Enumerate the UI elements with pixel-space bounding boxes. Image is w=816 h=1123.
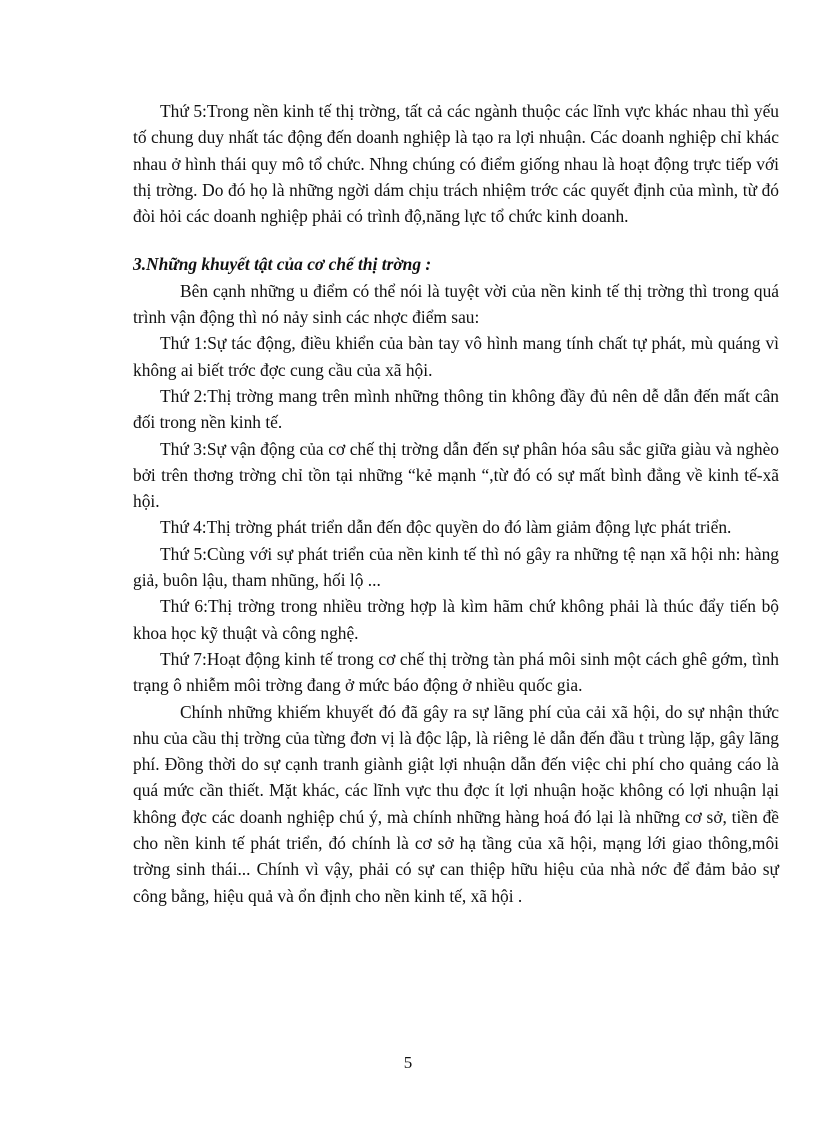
list-item-3: Thứ 3:Sự vận động của cơ chế thị trờng dẫn đến sự phân hóa sâu sắc giữa giàu và nghèo bởi trên thơng trờng chỉ tồn tại những “kẻ mạnh “,từ đó có sự mất bình đẳng về kinh tế-xã hội. (133, 438, 779, 512)
list-item-7: Thứ 7:Hoạt động kinh tế trong cơ chế thị trờng tàn phá môi sinh một cách ghê gớm, tình trạng ô nhiễm môi trờng đang ở mức báo động ở nhiều quốc gia. (133, 648, 779, 696)
list-item-4: Thứ 4:Thị trờng phát triển dẫn đến độc quyền do đó làm giảm động lực phát triển. (160, 517, 732, 538)
list-item-5: Thứ 5:Cùng với sự phát triển của nền kinh tế thì nó gây ra những tệ nạn xã hội nh: hàng giả, buôn lậu, tham nhũng, hối lộ ... (133, 543, 779, 591)
list-item-2: Thứ 2:Thị trờng mang trên mình những thông tin không đầy đủ nên dễ dẫn đến mất cân đối trong nền kinh tế. (133, 385, 779, 433)
document-body (133, 98, 779, 909)
section-heading: 3.Những khuyết tật của cơ chế thị trờng : (133, 254, 432, 275)
paragraph-thu-5-intro: Thứ 5:Trong nền kinh tế thị trờng, tất cả các ngành thuộc các lĩnh vực khác nhau thì yếu tố chung duy nhất tác động đến doanh nghiệp là tạo ra lợi nhuận. Các doanh nghiệp chỉ khác nhau ở hình thái quy mô tổ chức. Nhng chúng có điểm giống nhau là hoạt động trực tiếp với thị trờng. Do đó họ là những ngời dám chịu trách nhiệm trớc các quyết định của mình, từ đó đòi hỏi các doanh nghiệp phải có trình độ,năng lực tổ chức kinh doanh. (133, 101, 779, 227)
paragraph-conclusion: Chính những khiếm khuyết đó đã gây ra sự lãng phí của cải xã hội, do sự nhận thức nhu của cầu thị trờng của từng đơn vị là độc lập, là riêng lẻ dẫn đến đầu t trùng lặp, gây lãng phí. Đồng thời do sự cạnh tranh giành giật lợi nhuận dẫn đến việc chi phí cho quảng cáo là quá mức cần thiết. Mặt khác, các lĩnh vực thu đợc ít lợi nhuận hoặc không có lợi nhuận lại không đợc các doanh nghiệp chú ý, mà chính những hàng hoá đó lại là những cơ sở, tiền đề cho nền kinh tế phát triển, đó chính là cơ sở hạ tầng của xã hội, mạng lới giao thông,môi trờng sinh thái... Chính vì vậy, phải có sự can thiệp hữu hiệu của nhà nớc để đảm bảo sự công bằng, hiệu quả và ổn định cho nền kinh tế, xã hội . (133, 701, 779, 906)
list-item-1: Thứ 1:Sự tác động, điều khiển của bàn tay vô hình mang tính chất tự phát, mù quáng vì không ai biết trớc đợc cung cầu của xã hội. (133, 333, 779, 380)
page-number: 5 (403, 1053, 413, 1072)
paragraph-intro: Bên cạnh những u điểm có thể nói là tuyệt vời của nền kinh tế thị trờng thì trong quá trình vận động thì nó nảy sinh các nhợc điểm sau: (133, 280, 779, 328)
list-item-6: Thứ 6:Thị trờng trong nhiều trờng hợp là kìm hãm chứ không phải là thúc đẩy tiến bộ khoa học kỹ thuật và công nghệ. (133, 596, 779, 643)
